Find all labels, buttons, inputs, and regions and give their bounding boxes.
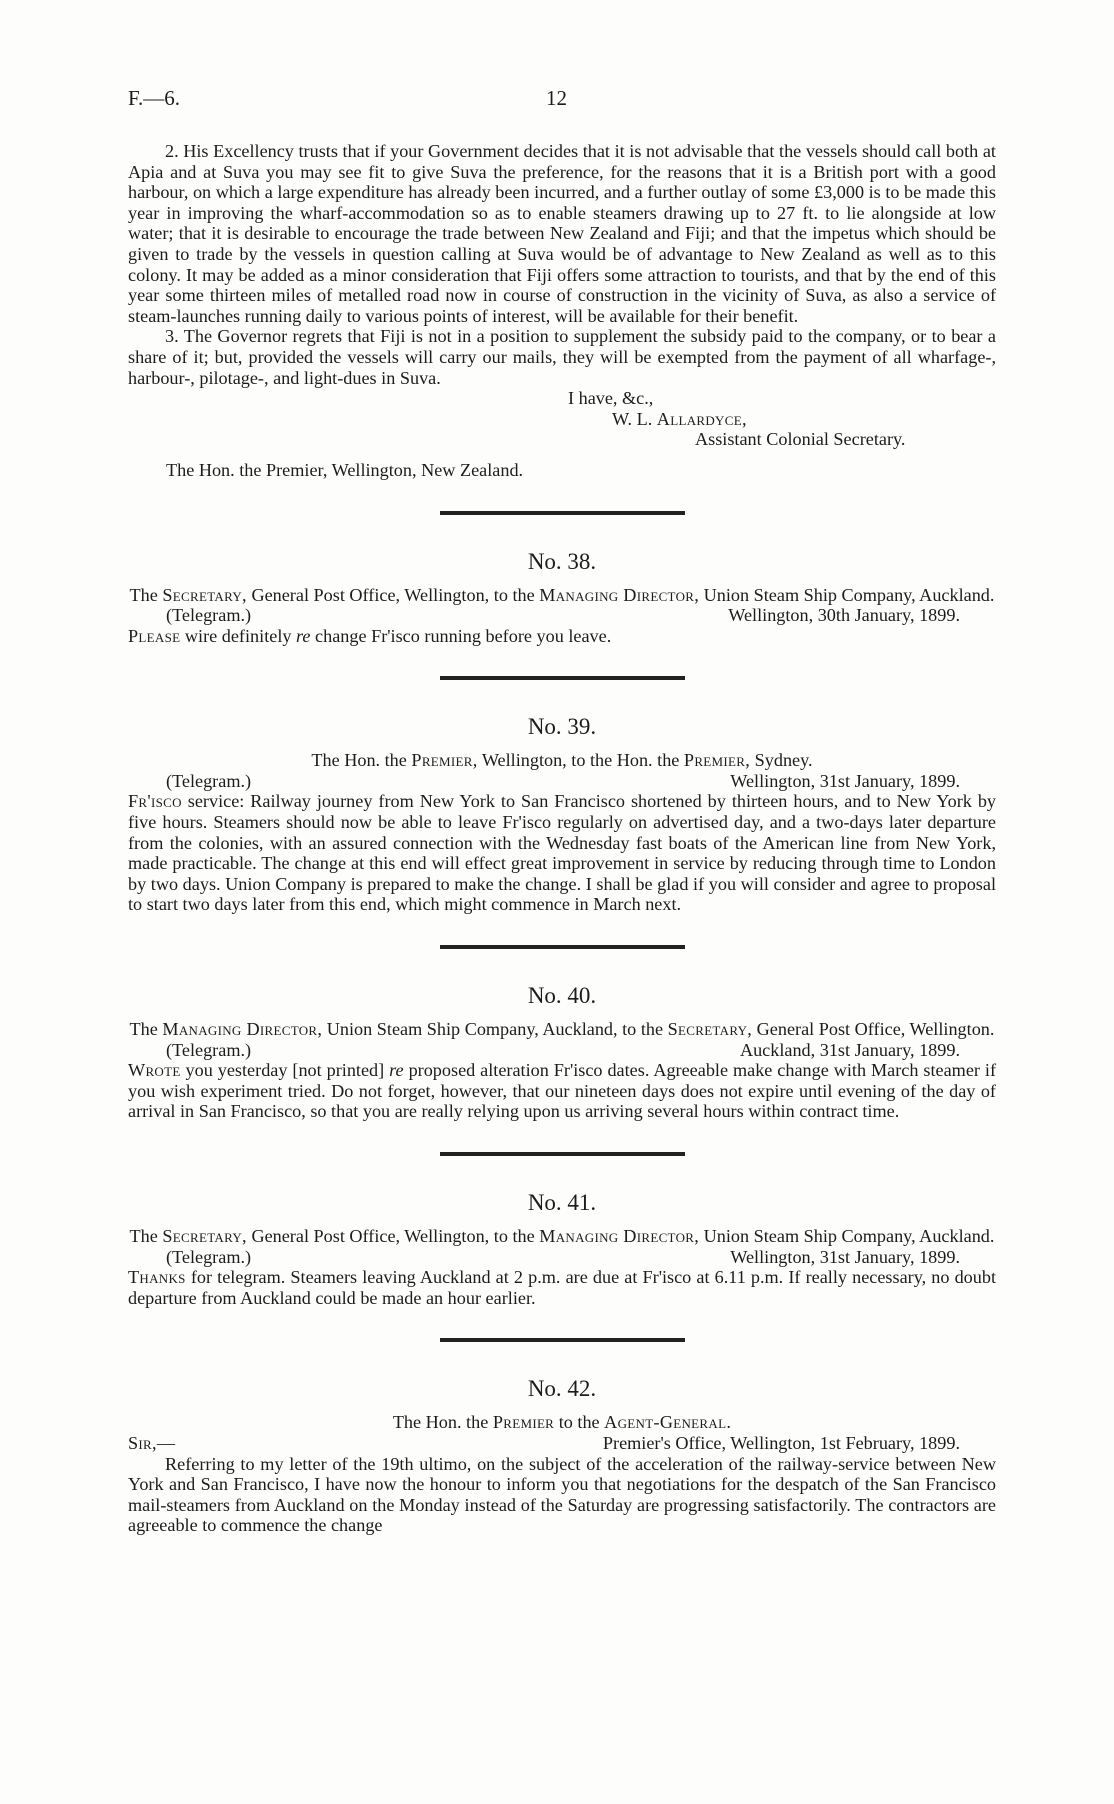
signature-initials: W. L. [612, 408, 653, 429]
message-body: Thanks for telegram. Steamers leaving Auckland at 2 p.m. are due at Fr'isco at 6.11 p.m. If really necessary, no doubt departure from Auckland could be made an hour earlier. [128, 1267, 997, 1308]
telegram-no-41 [128, 1190, 996, 1308]
telegram-label: (Telegram.) [166, 770, 252, 791]
section-divider [440, 1338, 685, 1342]
telegram-no-39 [128, 714, 996, 915]
item-number: No. 40. [527, 983, 597, 1009]
telegram-no-40 [128, 983, 996, 1122]
salutation-line [128, 1433, 996, 1454]
item-number: No. 41. [527, 1190, 597, 1215]
document-body [128, 141, 996, 1536]
sender-recipient: The Hon. the Premier, Wellington, to the Hon. the Premier, Sydney. [311, 750, 813, 771]
telegram-label: (Telegram.) [166, 1039, 252, 1060]
date-line: Wellington, 31st January, 1899. [730, 770, 960, 791]
item-number: No. 39. [527, 714, 597, 740]
page-number: 12 [546, 86, 567, 110]
telegram-no-38 [128, 549, 996, 647]
telegram-line [128, 771, 996, 792]
paragraph-2: 2. His Excellency trusts that if your Government decides that it is not advisable that the vessels should call both at Apia and at Suva you may see fit to give Suva the preference, for the reasons that it is a British port with a good harbour, on which a large expenditure has already been incurred, and a further outlay of some £3,000 is to be made this year in improving the wharf-accommodation so as to enable steamers drawing up to 27 ft. to lie alongside at low water; that it is desirable to encourage the trade between New Zealand and Fiji; and that the impetus which should be given to trade by the vessels in question calling at Suva would be of advantage to New Zealand as well as to this colony. It may be added as a minor consideration that Fiji offers some attraction to tourists, and that by the end of this year some thirteen miles of metalled road now in course of construction in the vicinity of Suva, as also a service of steam-launches running daily to various points of interest, will be available for their benefit. [128, 141, 996, 326]
letter-37-continuation [128, 141, 996, 481]
message-body: Wrote you yesterday [not printed] re proposed alteration Fr'isco dates. Agreeable make change with March steamer if you wish experiment tried. Do not forget, however, that our nineteen days does not expire until evening of the day of arrival in San Francisco, so that you are really relying upon us arriving several hours within contract time. [128, 1060, 997, 1122]
date-line: Auckland, 31st January, 1899. [739, 1039, 960, 1060]
date-line: Premier's Office, Wellington, 1st February, 1899. [602, 1432, 960, 1453]
section-divider [440, 511, 685, 515]
letter-no-42 [128, 1376, 996, 1536]
signature-name: Allardyce, [656, 408, 747, 429]
telegram-line [128, 1040, 996, 1061]
item-number: No. 42. [527, 1376, 597, 1402]
date-line: Wellington, 31st January, 1899. [730, 1246, 960, 1267]
telegram-label: (Telegram.) [166, 605, 252, 626]
section-divider [440, 676, 685, 680]
addressee: The Hon. the Premier, Wellington, New Zealand. [166, 459, 524, 480]
sender-recipient: The Secretary, General Post Office, Wellington, to the Managing Director, Union Steam Ship Company, Auckland. [129, 584, 995, 605]
section-divider [440, 945, 685, 949]
signature-title: Assistant Colonial Secretary. [695, 429, 906, 450]
message-body: Fr'isco service: Railway journey from New York to San Francisco shortened by thirteen hours, and to New York by five hours. Steamers should now be able to leave Fr'isco regularly on advertised day, and a two-days later departure from the colonies, with an assured connection with the Wednesday fast boats of the American line from New York, made practicable. The change at this end will effect great improvement in service by reducing through time to London by two days. Union Company is prepared to make the change. I shall be glad if you will consider and agree to proposal to start two days later from this end, which might commence in March next. [128, 791, 997, 915]
message-body: Referring to my letter of the 19th ultimo, on the subject of the acceleration of the railway-service between New York and San Francisco, I have now the honour to inform you that negotiations for the despatch of the San Francisco mail-steamers from Auckland on the Monday instead of the Saturday are progressing satisfactorily. The contractors are agreeable to commence the change [128, 1453, 996, 1536]
telegram-line [128, 605, 996, 626]
telegram-line [128, 1247, 996, 1268]
sender-recipient: The Hon. the Premier to the Agent-General. [392, 1412, 732, 1433]
sender-recipient: The Secretary, General Post Office, Wellington, to the Managing Director, Union Steam Ship Company, Auckland. [129, 1226, 995, 1246]
document-reference: F.—6. [128, 86, 180, 110]
signature [612, 409, 996, 430]
message-body: Please wire definitely re change Fr'isco running before you leave. [128, 625, 612, 646]
telegram-label: (Telegram.) [166, 1246, 252, 1267]
page-header [128, 88, 996, 118]
paragraph-3: 3. The Governor regrets that Fiji is not in a position to supplement the subsidy paid to the company, or to bear a share of it; but, provided the vessels will carry our mails, they will be exempted from the payment of all wharfage-, harbour-, pilotage-, and light-dues in Suva. [128, 326, 996, 388]
item-number: No. 38. [527, 548, 597, 574]
closing-line: I have, &c., [568, 388, 654, 409]
date-line: Wellington, 30th January, 1899. [728, 605, 960, 626]
sender-recipient: The Managing Director, Union Steam Ship Company, Auckland, to the Secretary, General Post Office, Wellington. [129, 1019, 995, 1040]
section-divider [440, 1152, 685, 1156]
salutation: Sir,— [128, 1432, 176, 1453]
